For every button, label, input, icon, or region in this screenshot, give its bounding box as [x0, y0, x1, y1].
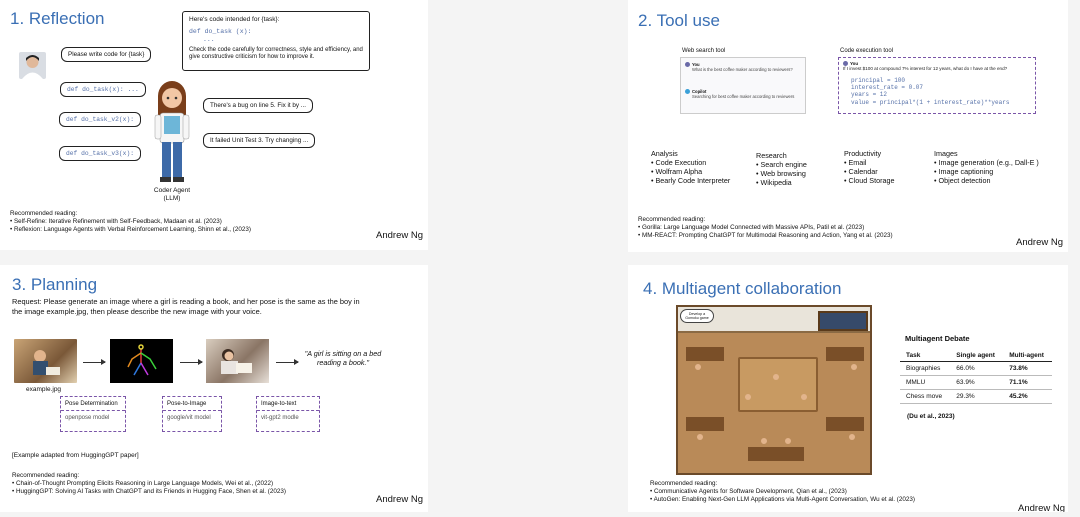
step-divider [257, 410, 319, 411]
column-header: Single agent [950, 350, 1003, 362]
prompt-line: Here's code intended for {task}: [189, 16, 280, 23]
category-item: • Wolfram Alpha [651, 167, 703, 176]
web-status: Searching for best coffee maker according to reviewers [692, 94, 795, 99]
step-model: openpose model [65, 415, 110, 421]
example-note: [Example adapted from HuggingGPT paper] [12, 452, 139, 459]
prompt-code-ellipsis: ... [203, 36, 215, 43]
agent-label-line1: Coder Agent [153, 187, 191, 194]
scene-bubble: Develop a Gomoku game [680, 309, 714, 323]
category-item: • Bearly Code Interpreter [651, 176, 731, 185]
category-item: • Web browsing [756, 169, 806, 178]
code-question: If I invest $100 at compound 7% interest for 12 years, what do I have at the end? [843, 66, 1008, 71]
recommended-reading [638, 216, 893, 240]
web-search-label: Web search tool [682, 48, 726, 54]
coder-agent-figure [148, 80, 196, 185]
web-user-name: You [692, 62, 700, 67]
slide-title: 3. Planning [12, 275, 98, 294]
column-header: Task [900, 350, 950, 362]
generated-girl-image [206, 339, 269, 383]
slide-reflection [0, 0, 428, 250]
step-name: Pose-to-Image [167, 401, 207, 407]
code-user-name: You [850, 61, 859, 66]
agent-label [148, 187, 196, 203]
web-bot-name: Copilot [692, 89, 707, 94]
slide-multiagent [628, 265, 1068, 512]
tool-category-productivity [844, 149, 894, 185]
tool-category-research [756, 151, 807, 187]
copilot-icon [685, 89, 690, 94]
example-image-label: example.jpg [26, 386, 62, 393]
reading-item: • AutoGen: Enabling Next-Gen LLM Applications via Multi-Agent Conversation, Wu et al. (2023) [650, 496, 915, 504]
table-cell: 45.2% [1003, 390, 1052, 404]
category-name: Images [934, 149, 958, 158]
table-cell: 66.0% [950, 362, 1003, 376]
code-exec-label: Code execution tool [840, 48, 894, 54]
slide-title: 1. Reflection [10, 9, 105, 28]
table-cell: 71.1% [1003, 376, 1052, 390]
user-request-bubble: Please write code for {task} [61, 47, 151, 62]
table-cell: 73.8% [1003, 362, 1052, 376]
table-header-row [900, 350, 1052, 362]
category-item: • Object detection [934, 176, 991, 185]
scene-agents [678, 307, 872, 475]
prompt-instruction: Check the code carefully for correctness, style and efficiency, and give constructive criticism for how to improve it. [189, 47, 363, 60]
category-item: • Image captioning [934, 167, 994, 176]
column-header: Multi-agent [1003, 350, 1052, 362]
code-line: years = 12 [851, 91, 888, 99]
reading-item: • MM-REACT: Prompting ChatGPT for Multimodal Reasoning and Action, Yang et al. (2023) [638, 232, 893, 240]
category-item: • Code Execution [651, 158, 707, 167]
flow-arrow [180, 362, 202, 363]
category-item: • Wikipedia [756, 178, 792, 187]
step-divider [61, 410, 125, 411]
reading-item: • Communicative Agents for Software Development, Qian et al., (2023) [650, 488, 915, 496]
code-version-1: def do_task(x): ... [60, 82, 146, 97]
category-item: • Email [844, 158, 867, 167]
table-row [900, 376, 1052, 390]
step-name: Image-to-text [261, 401, 297, 407]
code-line: interest_rate = 0.07 [851, 84, 924, 92]
tool-category-images [934, 149, 1039, 185]
agent-label-line2: (LLM) [163, 195, 181, 202]
reading-item: • Reflexion: Language Agents with Verbal Reinforcement Learning, Shinn et al., (2023) [10, 226, 251, 234]
author-name: Andrew Ng [376, 494, 423, 505]
code-exec-panel [838, 57, 1036, 114]
agent-office-scene [676, 305, 872, 475]
reading-label: Recommended reading: [650, 480, 718, 487]
recommended-reading [10, 210, 251, 234]
table-cell: Biographies [900, 362, 950, 376]
planning-request: Request: Please generate an image where a girl is reading a book, and her pose is the same as the boy in the image example.jpg, then please describe the new image with your voice. [12, 297, 360, 316]
category-item: • Cloud Storage [844, 176, 895, 185]
flow-arrow [83, 362, 105, 363]
recommended-reading [650, 480, 915, 504]
debate-title: Multiagent Debate [905, 334, 970, 343]
code-prompt-box [182, 11, 370, 71]
step-divider [163, 410, 221, 411]
prompt-code-def: def do_task (x): [189, 28, 252, 35]
category-item: • Calendar [844, 167, 878, 176]
category-item: • Image generation (e.g., Dall-E ) [934, 158, 1039, 167]
code-version-3: def do_task_v3(x): [59, 146, 141, 161]
code-line: principal = 100 [851, 77, 906, 84]
debate-citation: (Du et al., 2023) [907, 413, 955, 420]
table-row [900, 390, 1052, 404]
reading-label: Recommended reading: [10, 210, 78, 217]
feedback-bubble-2: It failed Unit Test 3. Try changing ... [203, 133, 315, 148]
category-name: Analysis [651, 149, 678, 158]
slide-title: 4. Multiagent collaboration [643, 279, 842, 298]
plan-step-3 [256, 396, 320, 432]
author-name: Andrew Ng [376, 230, 423, 241]
slide-title: 2. Tool use [638, 11, 720, 30]
tool-category-analysis [651, 149, 730, 185]
table-cell: MMLU [900, 376, 950, 390]
step-name: Pose Determination [65, 401, 118, 407]
web-search-panel [680, 57, 806, 114]
web-question: What is the best coffee maker according to reviewers? [692, 67, 793, 72]
flow-arrow [276, 362, 298, 363]
reading-item: • Self-Refine: Iterative Refinement with Self-Feedback, Madaan et al. (2023) [10, 218, 251, 226]
reading-item: • HuggingGPT: Solving AI Tasks with ChatGPT and its Friends in Hugging Face, Shen et al. (2023) [12, 488, 286, 496]
table-cell: 29.3% [950, 390, 1003, 404]
code-version-2: def do_task_v2(x): [59, 112, 141, 127]
table-cell: Chess move [900, 390, 950, 404]
code-block [843, 77, 1031, 106]
category-name: Productivity [844, 149, 882, 158]
plan-step-2 [162, 396, 222, 432]
category-item: • Search engine [756, 160, 807, 169]
example-photo [14, 339, 77, 383]
table-cell: 63.9% [950, 376, 1003, 390]
slide-planning [0, 265, 428, 512]
user-icon [685, 62, 690, 67]
step-model: vit-gpt2 modle [261, 415, 299, 421]
plan-step-1 [60, 396, 126, 432]
author-name: Andrew Ng [1018, 503, 1065, 512]
user-avatar [19, 52, 46, 79]
debate-table [900, 350, 1052, 404]
pose-skeleton-image [110, 339, 173, 383]
reading-item: • Gorilla: Large Language Model Connected with Massive APIs, Patil et al. (2023) [638, 224, 893, 232]
step-model: google/vit model [167, 415, 211, 421]
category-name: Research [756, 151, 787, 160]
feedback-bubble-1: There's a bug on line 5. Fix it by ... [203, 98, 313, 113]
recommended-reading [12, 472, 286, 496]
reading-label: Recommended reading: [12, 472, 80, 479]
output-quote: "A girl is sitting on a bed reading a book." [304, 349, 382, 367]
reading-label: Recommended reading: [638, 216, 706, 223]
code-line: value = principal*(1 + interest_rate)**years [851, 98, 1010, 106]
slide-tool-use [628, 0, 1068, 252]
table-row [900, 362, 1052, 376]
author-name: Andrew Ng [1016, 237, 1063, 248]
reading-item: • Chain-of-Thought Prompting Elicits Reasoning in Large Language Models, Wei et al., (2022) [12, 480, 286, 488]
